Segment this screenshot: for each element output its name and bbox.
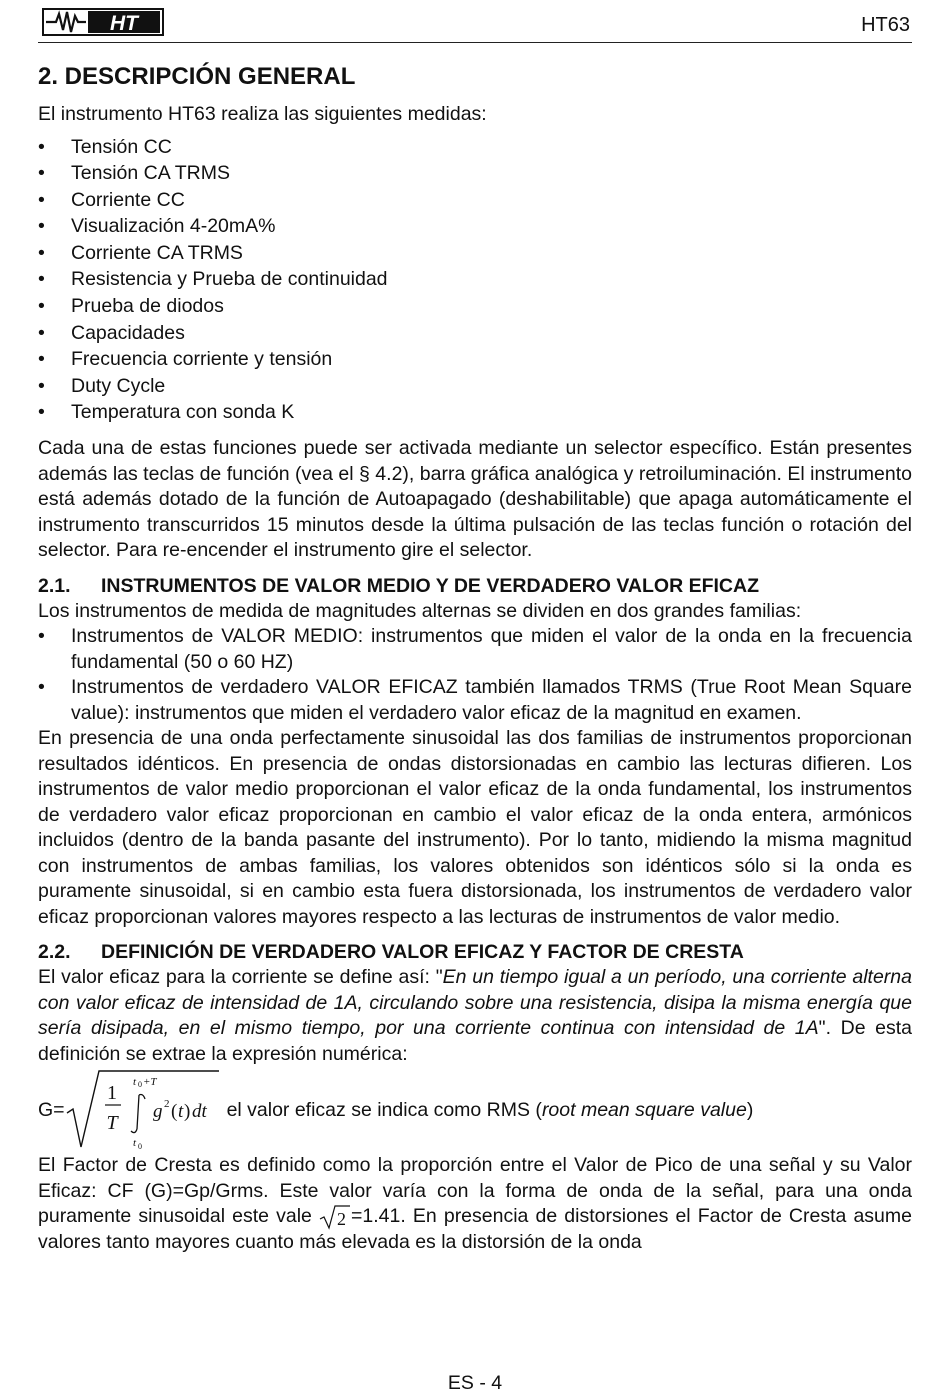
list-item: • Instrumentos de verdadero VALOR EFICAZ también llamados TRMS (True Root Mean Square value): instrumentos que miden el verdadero valor eficaz de la magnitud en examen. <box>38 675 912 726</box>
svg-text:+T: +T <box>142 1076 157 1089</box>
crest-factor-paragraph <box>38 1153 912 1256</box>
list-item: • Corriente CA TRMS <box>38 240 912 267</box>
list-item: • Frecuencia corriente y tensión <box>38 346 912 373</box>
formula-description <box>227 1099 754 1122</box>
rms-equation <box>65 1069 221 1151</box>
list-item: • Temperatura con sonda K <box>38 399 912 426</box>
section-title: DEFINICIÓN DE VERDADERO VALOR EFICAZ Y FACTOR DE CRESTA <box>101 941 744 964</box>
list-item: • Visualización 4-20mA% <box>38 213 912 240</box>
section-2-title: 2. DESCRIPCIÓN GENERAL <box>38 63 356 90</box>
section-title: INSTRUMENTOS DE VALOR MEDIO Y DE VERDADERO VALOR EFICAZ <box>101 574 760 597</box>
svg-text:(: ( <box>170 1101 177 1123</box>
list-item: • Tensión CC <box>38 134 912 161</box>
svg-text:0: 0 <box>137 1142 142 1152</box>
page-content <box>38 56 912 1256</box>
section-number: 2.1. <box>38 574 71 597</box>
list-item: • Instrumentos de VALOR MEDIO: instrumentos que miden el valor de la onda en la frecuencia fundamental (50 o 60 HZ) <box>38 624 912 675</box>
definition-quote: En un tiempo igual a un período, una corriente alterna con valor eficaz de intensidad de 1A, circulando sobre una resistencia, disipa la misma energía que sería disipada, en el mismo tiempo, por una corriente continua con intensidad de 1A <box>38 966 912 1040</box>
crest-text: El Factor de Cresta es definido como la proporción entre el Valor de Pico de una señal y su Valor Eficaz: CF (G)=Gp/Grms. Este valor varía con la forma de onda de la señal, para una onda puramente sinusoidal este vale <box>38 1154 912 1228</box>
svg-text:T: T <box>106 1112 118 1135</box>
section-2-1-paragraph: En presencia de una onda perfectamente sinusoidal las dos familias de instrumentos proporcionan resultados idénticos. En presencia de ondas distorsionadas en cambio las lecturas difieren. Los instrumentos de valor medio proporcionan el valor eficaz de la onda fundamental, los instrumentos de verdadero valor eficaz proporcionan en cambio el valor eficaz de la onda entera, armónicos incluidos (dentro de la banda pasante del instrumento). Por lo tanto, midiendo la misma magnitud con instrumentos de ambas familias, los valores obtenidos son idénticos sólo si la onda es puramente sinusoidal, si en cambio esta fuera distorsionada, los instrumentos de verdadero valor eficaz proporcionan valores mayores respecto a las lecturas de instrumentos de valor medio. <box>38 727 912 928</box>
list-item: • Capacidades <box>38 320 912 347</box>
section-2-1-heading <box>38 574 912 599</box>
section-number: 2.2. <box>38 941 71 964</box>
section-2-2-heading <box>38 940 912 965</box>
sqrt-two-symbol <box>319 1204 351 1230</box>
svg-text:HT: HT <box>110 12 138 35</box>
rms-definition <box>38 965 912 1067</box>
svg-text:0: 0 <box>137 1080 142 1090</box>
svg-text:1: 1 <box>106 1082 117 1105</box>
rms-formula <box>38 1069 912 1151</box>
section-2-intro: El instrumento HT63 realiza las siguientes medidas: <box>38 103 487 125</box>
page-header <box>38 0 912 43</box>
list-item: • Resistencia y Prueba de continuidad <box>38 266 912 293</box>
section-2-1-intro: Los instrumentos de medida de magnitudes alternas se dividen en dos grandes familias: <box>38 599 802 622</box>
measures-list <box>38 134 912 427</box>
svg-text:g: g <box>152 1101 163 1123</box>
formula-text: ) <box>746 1098 754 1121</box>
model-name: HT63 <box>861 14 910 36</box>
ht-logo <box>42 8 164 36</box>
svg-text:dt: dt <box>191 1101 207 1123</box>
svg-text:2: 2 <box>337 1209 347 1230</box>
families-list <box>38 624 912 726</box>
definition-text: ". De esta definición se extrae la expresión numérica: <box>38 1017 913 1065</box>
svg-text:2: 2 <box>163 1098 170 1111</box>
page-number: ES - 4 <box>447 1372 503 1394</box>
list-item: • Prueba de diodos <box>38 293 912 320</box>
svg-text:t: t <box>177 1101 183 1123</box>
crest-text: =1.41. En presencia de distorsiones el Factor de Cresta asume valores tanto mayores cuanto más elevada es la distorsión de la onda <box>38 1205 912 1254</box>
formula-italic: root mean square value <box>541 1098 747 1121</box>
list-item: • Tensión CA TRMS <box>38 160 912 187</box>
list-item: • Duty Cycle <box>38 373 912 400</box>
formula-lhs: G= <box>38 1098 65 1121</box>
list-item: • Corriente CC <box>38 187 912 214</box>
formula-text: el valor eficaz se indica como RMS ( <box>226 1098 542 1121</box>
section-2-paragraph: Cada una de estas funciones puede ser activada mediante un selector específico. Están presentes además las teclas de función (vea el § 4.2), barra gráfica analógica y retroiluminación. El instrumento está además dotado de la función de Autoapagado (deshabilitable) que apaga automáticamente el instrumento transcurridos 15 minutos desde la última pulsación de las teclas función o rotación del selector. Para re-encender el instrumento gire el selector. <box>38 437 912 562</box>
svg-text:): ) <box>183 1101 190 1123</box>
svg-text:t: t <box>132 1137 136 1150</box>
svg-text:t: t <box>132 1076 136 1089</box>
definition-text: El valor eficaz para la corriente se define así: " <box>38 966 443 989</box>
